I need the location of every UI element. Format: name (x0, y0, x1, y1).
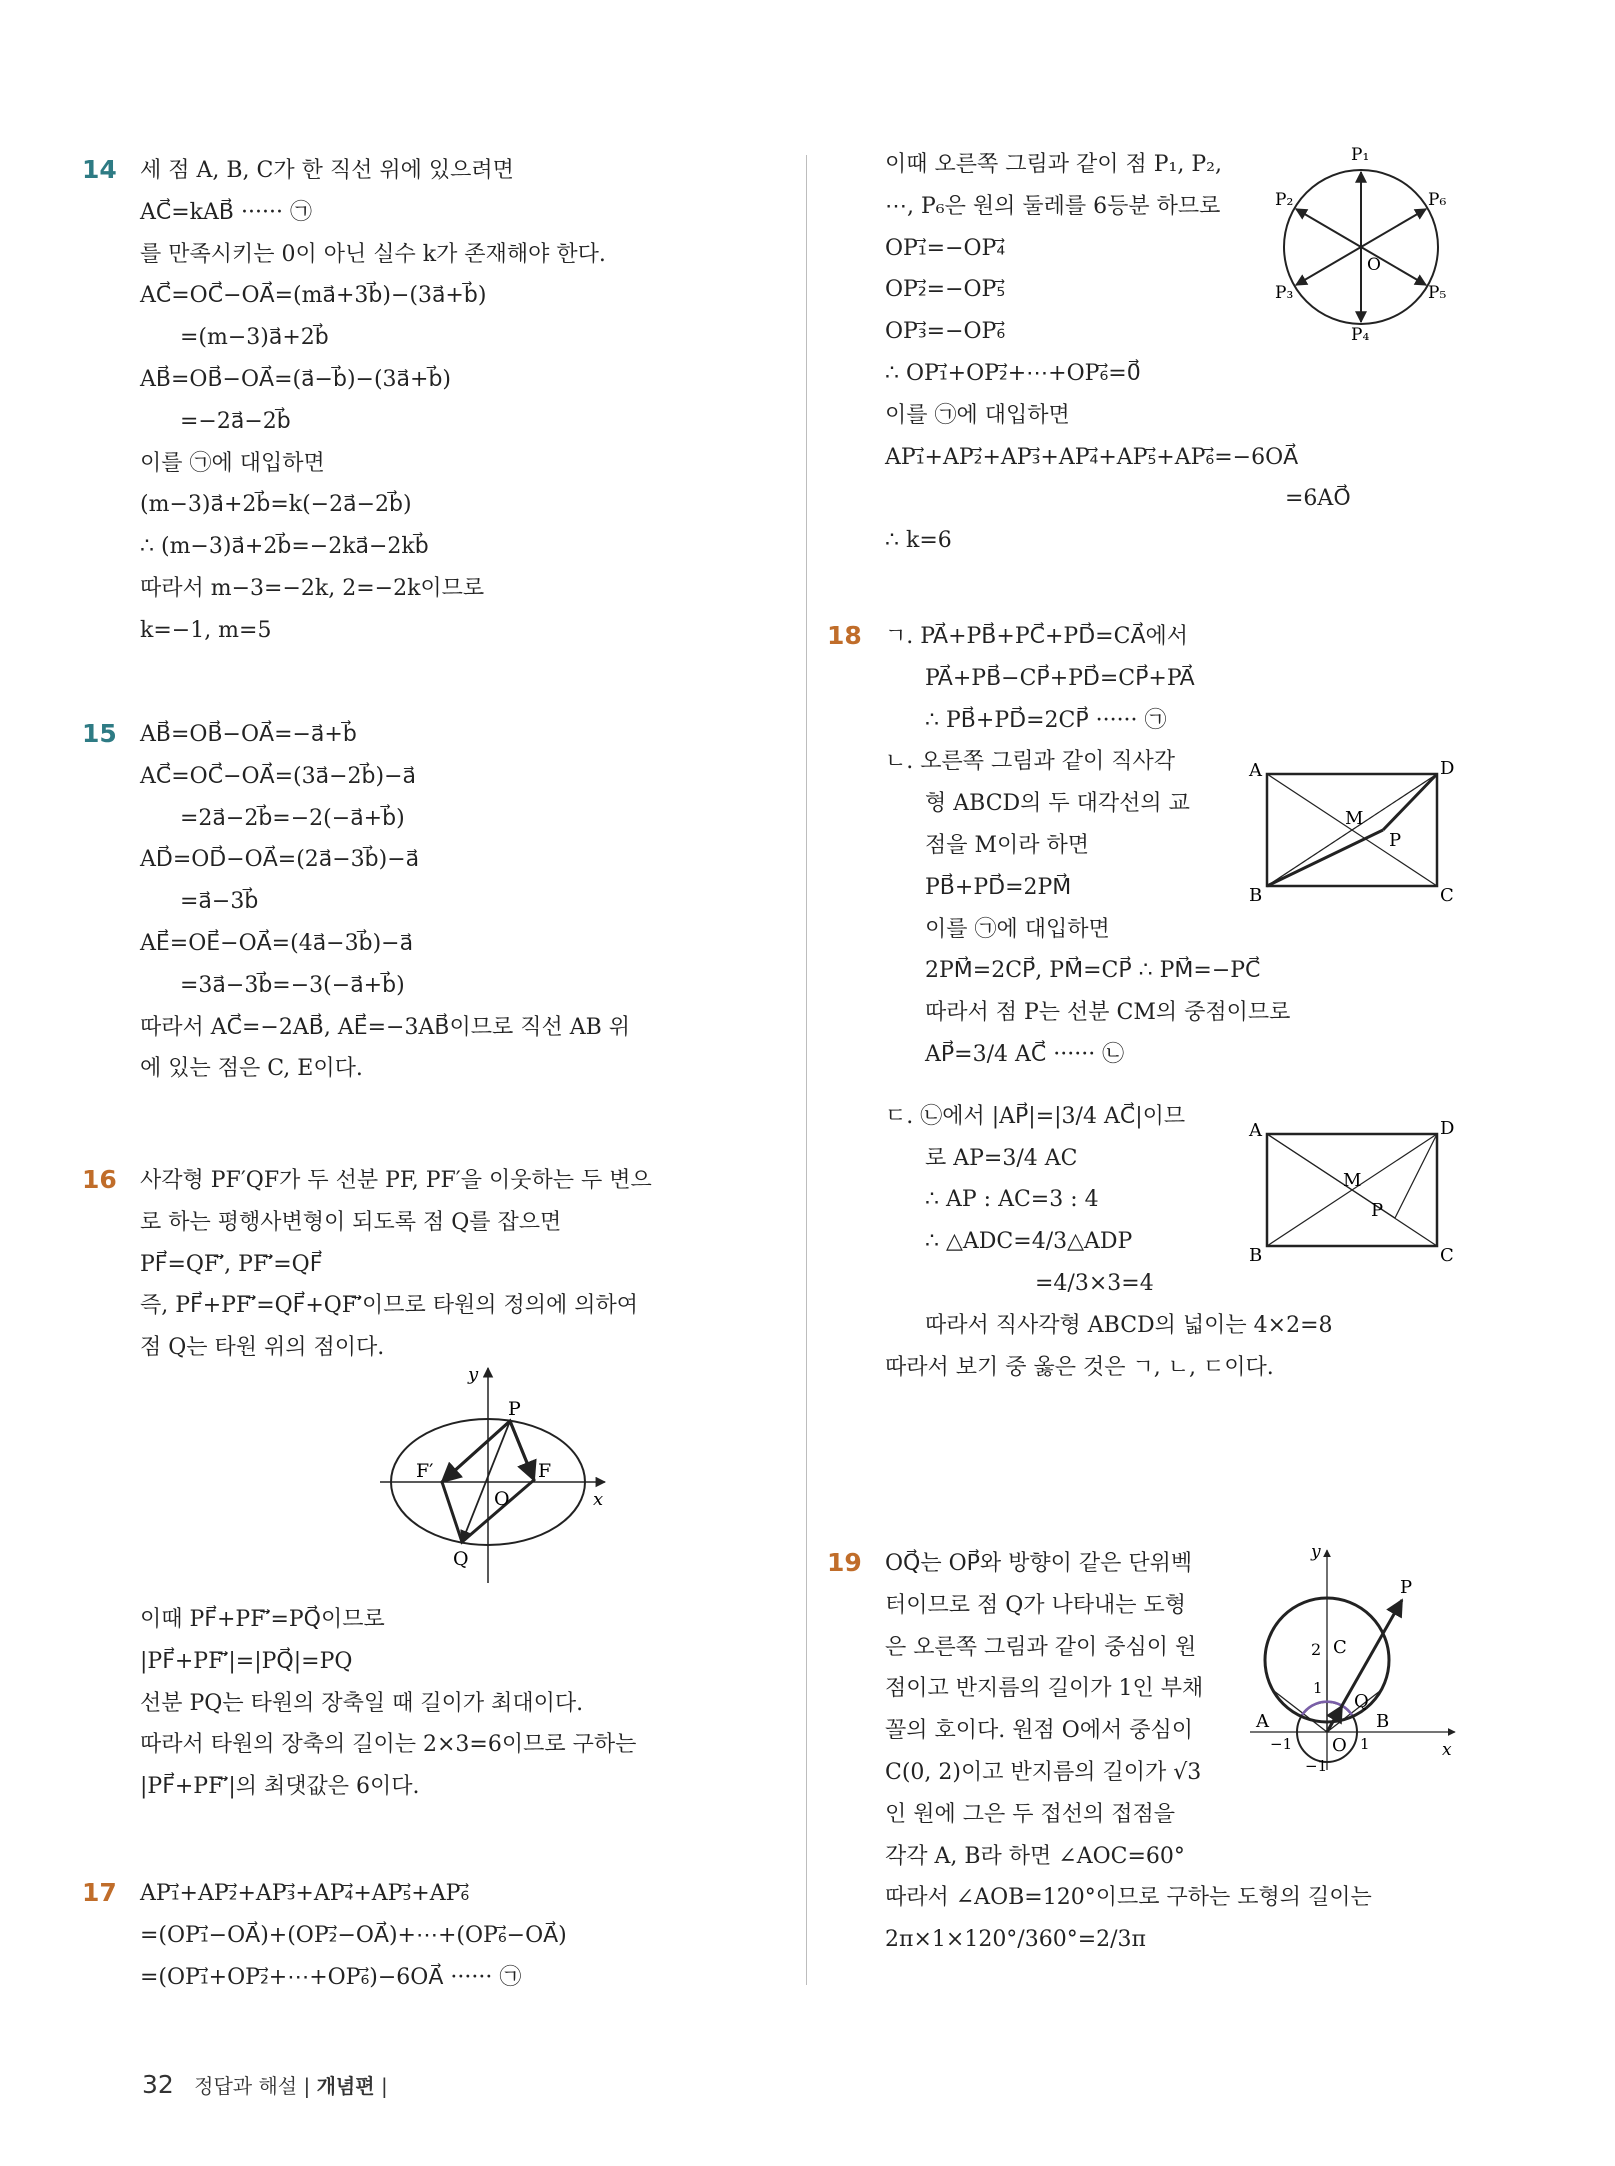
label-o: O (1332, 1735, 1347, 1756)
problem-number: 18 (827, 621, 862, 650)
label-p5: P₅ (1428, 283, 1447, 303)
text-line: 에 있는 점은 C, E이다. (140, 1056, 363, 1082)
problem-15 (82, 714, 780, 1090)
text-line: 인 원에 그은 두 접선의 접점을 (885, 1801, 1175, 1827)
label-a: A (1249, 760, 1262, 781)
text-line: 이를 ㉠에 대입하면 (885, 402, 1070, 428)
text-line: =a⃗−3b⃗ (180, 889, 259, 915)
label-x: x (1442, 1740, 1452, 1760)
problem-16 (82, 1160, 780, 1369)
dashed-line-1 (1267, 830, 1352, 886)
label-p3: P₃ (1275, 283, 1294, 303)
text-line: =(OP₁⃗+OP₂⃗+⋯+OP₆⃗)−6OA⃗ ······ ㉠ (140, 1964, 522, 1990)
text-line: 따라서 점 P는 선분 CM의 중점이므로 (925, 1000, 1291, 1026)
text-line: 점을 M이라 하면 (925, 832, 1090, 858)
text-line: ∴ AP : AC=3 : 4 (925, 1187, 1099, 1213)
label-q: Q (453, 1548, 469, 1570)
text-line: AP⃗=3/4 AC⃗ ······ ㉡ (925, 1041, 1125, 1067)
segment-pd (1395, 1134, 1437, 1218)
text-line: ∴ k=6 (885, 528, 952, 554)
text-line: ㄱ. PA⃗+PB⃗+PC⃗+PD⃗=CA⃗에서 (885, 624, 1188, 649)
text-line: 이를 ㉠에 대입하면 (925, 916, 1110, 942)
label-y: y (1311, 1545, 1321, 1562)
text-line: 따라서 보기 중 옳은 것은 ㄱ, ㄴ, ㄷ이다. (885, 1354, 1274, 1380)
text-line: 를 만족시키는 0이 아닌 실수 k가 존재해야 한다. (140, 241, 606, 267)
problem-17 (82, 1873, 780, 1998)
text-line: 꼴의 호이다. 원점 O에서 중심이 (885, 1718, 1194, 1744)
text-line: 따라서 ∠AOB=120°이므로 구하는 도형의 길이는 (885, 1885, 1372, 1911)
text-line: 따라서 직사각형 ABCD의 넓이는 4×2=8 (925, 1312, 1333, 1338)
text-line: 점이고 반지름의 길이가 1인 부채 (885, 1676, 1204, 1702)
text-line: AC⃗=kAB⃗ ······ ㉠ (140, 199, 312, 225)
text-line: AB⃗=OB⃗−OA⃗=(a⃗−b⃗)−(3a⃗+b⃗) (140, 366, 452, 392)
text-line: AP₁⃗+AP₂⃗+AP₃⃗+AP₄⃗+AP₅⃗+AP₆⃗=−6OA⃗ (885, 444, 1299, 470)
problem-number: 14 (82, 155, 117, 184)
tangent-oa (1274, 1691, 1327, 1732)
label-b: B (1249, 885, 1263, 906)
text-line: ∴ (m−3)a⃗+2b⃗=−2ka⃗−2kb⃗ (140, 534, 429, 560)
vector-op2 (1296, 209, 1361, 247)
label-fprime: F′ (416, 1460, 434, 1482)
label-x: x (593, 1489, 604, 1510)
label-p4: P₄ (1351, 325, 1370, 340)
label-d: D (1440, 758, 1455, 779)
text-line: 선분 PQ는 타원의 장축일 때 길이가 최대이다. (140, 1690, 584, 1716)
rectangle-figure-2 (1245, 1116, 1460, 1266)
text-line: AE⃗=OE⃗−OA⃗=(4a⃗−3b⃗)−a⃗ (140, 930, 414, 956)
text-line: AC⃗=OC⃗−OA⃗=(ma⃗+3b⃗)−(3a⃗+b⃗) (140, 283, 487, 309)
label-y: y (468, 1365, 479, 1385)
text-line: 로 하는 평행사변형이 되도록 점 Q를 잡으면 (140, 1209, 562, 1235)
vector-oq (1327, 1706, 1342, 1732)
text-line: k=−1, m=5 (140, 617, 272, 643)
label-p1: P₁ (1351, 145, 1370, 165)
text-line: 따라서 타원의 장축의 길이는 2×3=6이므로 구하는 (140, 1732, 637, 1758)
label-a: A (1256, 1711, 1269, 1732)
label-m: M (1345, 808, 1364, 829)
hexagon-circle-figure (1275, 140, 1450, 340)
problem-16-continued (140, 1599, 780, 1808)
label-p2: P₂ (1275, 190, 1294, 210)
text-line: 이때 오른쪽 그림과 같이 점 P₁, P₂, (885, 152, 1222, 177)
ellipse-figure (380, 1365, 610, 1585)
text-line: 이를 ㉠에 대입하면 (140, 450, 325, 476)
text-line: 각각 A, B라 하면 ∠AOC=60° (885, 1843, 1185, 1869)
text-line: OP₃⃗=−OP₆⃗ (885, 319, 1006, 345)
label-two: 2 (1311, 1640, 1322, 1659)
text-line: ∴ PB⃗+PD⃗=2CP⃗ ······ ㉠ (925, 707, 1167, 733)
problem-14 (82, 150, 780, 652)
vector-pfp (442, 1421, 510, 1482)
circle-tangent-figure (1250, 1545, 1460, 1775)
vector-op6 (1361, 209, 1426, 247)
text-line: AC⃗=OC⃗−OA⃗=(3a⃗−2b⃗)−a⃗ (140, 763, 416, 789)
text-line: ㄷ. ㉡에서 |AP⃗|=|3/4 AC⃗|이므 (885, 1103, 1186, 1129)
label-neg1-x: −1 (1270, 1735, 1293, 1753)
label-one-y: 1 (1313, 1679, 1323, 1697)
text-line: 점 Q는 타원 위의 점이다. (140, 1335, 385, 1361)
text-line: =2a⃗−2b⃗=−2(−a⃗+b⃗) (180, 805, 405, 831)
text-line: 따라서 m−3=−2k, 2=−2k이므로 (140, 575, 485, 601)
label-c: C (1440, 1245, 1454, 1266)
text-line: ⋯, P₆은 원의 둘레를 6등분 하므로 (885, 193, 1221, 219)
text-line: =6AO⃗ (1285, 486, 1351, 512)
text-line: 세 점 A, B, C가 한 직선 위에 있으려면 (140, 158, 514, 183)
column-divider (806, 155, 807, 1985)
text-line: =(OP₁⃗−OA⃗)+(OP₂⃗−OA⃗)+⋯+(OP₆⃗−OA⃗) (140, 1922, 567, 1948)
text-line: (m−3)a⃗+2b⃗=k(−2a⃗−2b⃗) (140, 492, 412, 518)
text-line: OQ⃗는 OP⃗와 방향이 같은 단위벡 (885, 1551, 1193, 1576)
label-o: O (494, 1488, 510, 1510)
label-b: B (1249, 1245, 1263, 1266)
vector-op3 (1296, 247, 1361, 285)
text-line: |PF⃗+PF′⃗|=|PQ⃗|=PQ (140, 1648, 353, 1674)
label-m: M (1343, 1170, 1362, 1191)
vector-pf (510, 1421, 534, 1480)
label-d: D (1440, 1118, 1455, 1139)
text-line: C(0, 2)이고 반지름의 길이가 √3 (885, 1759, 1202, 1785)
text-line: 이때 PF⃗+PF′⃗=PQ⃗이므로 (140, 1607, 385, 1632)
text-line: PA⃗+PB⃗−CP⃗+PD⃗=CP⃗+PA⃗ (925, 665, 1195, 691)
text-line: =3a⃗−3b⃗=−3(−a⃗+b⃗) (180, 972, 405, 998)
label-p: P (508, 1398, 521, 1420)
problem-number: 19 (827, 1548, 862, 1577)
footer-separator: | (303, 2074, 311, 2098)
label-p6: P₆ (1428, 190, 1447, 210)
text-line: 즉, PF⃗+PF′⃗=QF⃗+QF′⃗이므로 타원의 정의에 의하여 (140, 1293, 639, 1319)
text-line: OP₂⃗=−OP₅⃗ (885, 277, 1006, 303)
label-c: C (1440, 885, 1454, 906)
footer-separator-end: | (380, 2074, 388, 2098)
text-line: 2π×1×120°/360°=2/3π (885, 1927, 1147, 1953)
page-footer (142, 2070, 388, 2099)
label-q: Q (1354, 1691, 1369, 1712)
text-line: 따라서 AC⃗=−2AB⃗, AE⃗=−3AB⃗이므로 직선 AB 위 (140, 1014, 631, 1040)
label-p: P (1389, 830, 1402, 851)
rectangle-figure-1 (1245, 756, 1460, 906)
text-line: ㄴ. 오른쪽 그림과 같이 직사각 (885, 749, 1175, 775)
text-line: ∴ △ADC=4/3△ADP (925, 1229, 1133, 1255)
label-p: P (1371, 1200, 1384, 1221)
text-line: =−2a⃗−2b⃗ (180, 408, 291, 434)
text-line: AD⃗=OD⃗−OA⃗=(2a⃗−3b⃗)−a⃗ (140, 847, 420, 873)
text-line: =(m−3)a⃗+2b⃗ (180, 325, 329, 351)
text-line: PB⃗+PD⃗=2PM⃗ (925, 874, 1072, 900)
text-line: 은 오른쪽 그림과 같이 중심이 원 (885, 1634, 1197, 1660)
problem-18 (827, 616, 1525, 1388)
text-line: 형 ABCD의 두 대각선의 교 (925, 791, 1190, 817)
label-c: C (1333, 1637, 1347, 1658)
label-a: A (1249, 1120, 1262, 1141)
label-o: O (1367, 255, 1381, 275)
problem-number: 17 (82, 1878, 117, 1907)
text-line: ∴ OP₁⃗+OP₂⃗+⋯+OP₆⃗=0⃗ (885, 360, 1141, 386)
label-neg1-y: −1 (1305, 1757, 1328, 1775)
footer-part-title: 개념편 (316, 2074, 375, 2098)
label-b: B (1376, 1711, 1390, 1732)
label-one-x: 1 (1360, 1735, 1370, 1753)
text-line: |PF⃗+PF′⃗|의 최댓값은 6이다. (140, 1774, 420, 1800)
text-line: AB⃗=OB⃗−OA⃗=−a⃗+b⃗ (140, 722, 357, 747)
problem-number: 15 (82, 719, 117, 748)
label-f: F (538, 1460, 552, 1482)
footer-book-title: 정답과 해설 (194, 2074, 298, 2098)
text-line: 사각형 PF′QF가 두 선분 PF, PF′을 이웃하는 두 변으 (140, 1168, 652, 1193)
label-p: P (1400, 1577, 1413, 1598)
dashed-line-2 (1352, 774, 1437, 830)
segment-bp (1267, 830, 1383, 886)
text-line: 터이므로 점 Q가 나타내는 도형 (885, 1592, 1187, 1618)
text-line: OP₁⃗=−OP₄⃗ (885, 235, 1006, 261)
segment-pd (1383, 774, 1437, 830)
text-line: =4/3×3=4 (1035, 1270, 1154, 1296)
text-line: 로 AP=3/4 AC (925, 1145, 1078, 1171)
text-line: PF⃗=QF′⃗, PF′⃗=QF⃗ (140, 1251, 323, 1277)
page-number: 32 (142, 2070, 174, 2099)
problem-number: 16 (82, 1165, 117, 1194)
text-line: 2PM⃗=2CP⃗, PM⃗=CP⃗ ∴ PM⃗=−PC⃗ (925, 958, 1261, 984)
text-line: AP₁⃗+AP₂⃗+AP₃⃗+AP₄⃗+AP₅⃗+AP₆⃗ (140, 1881, 470, 1906)
